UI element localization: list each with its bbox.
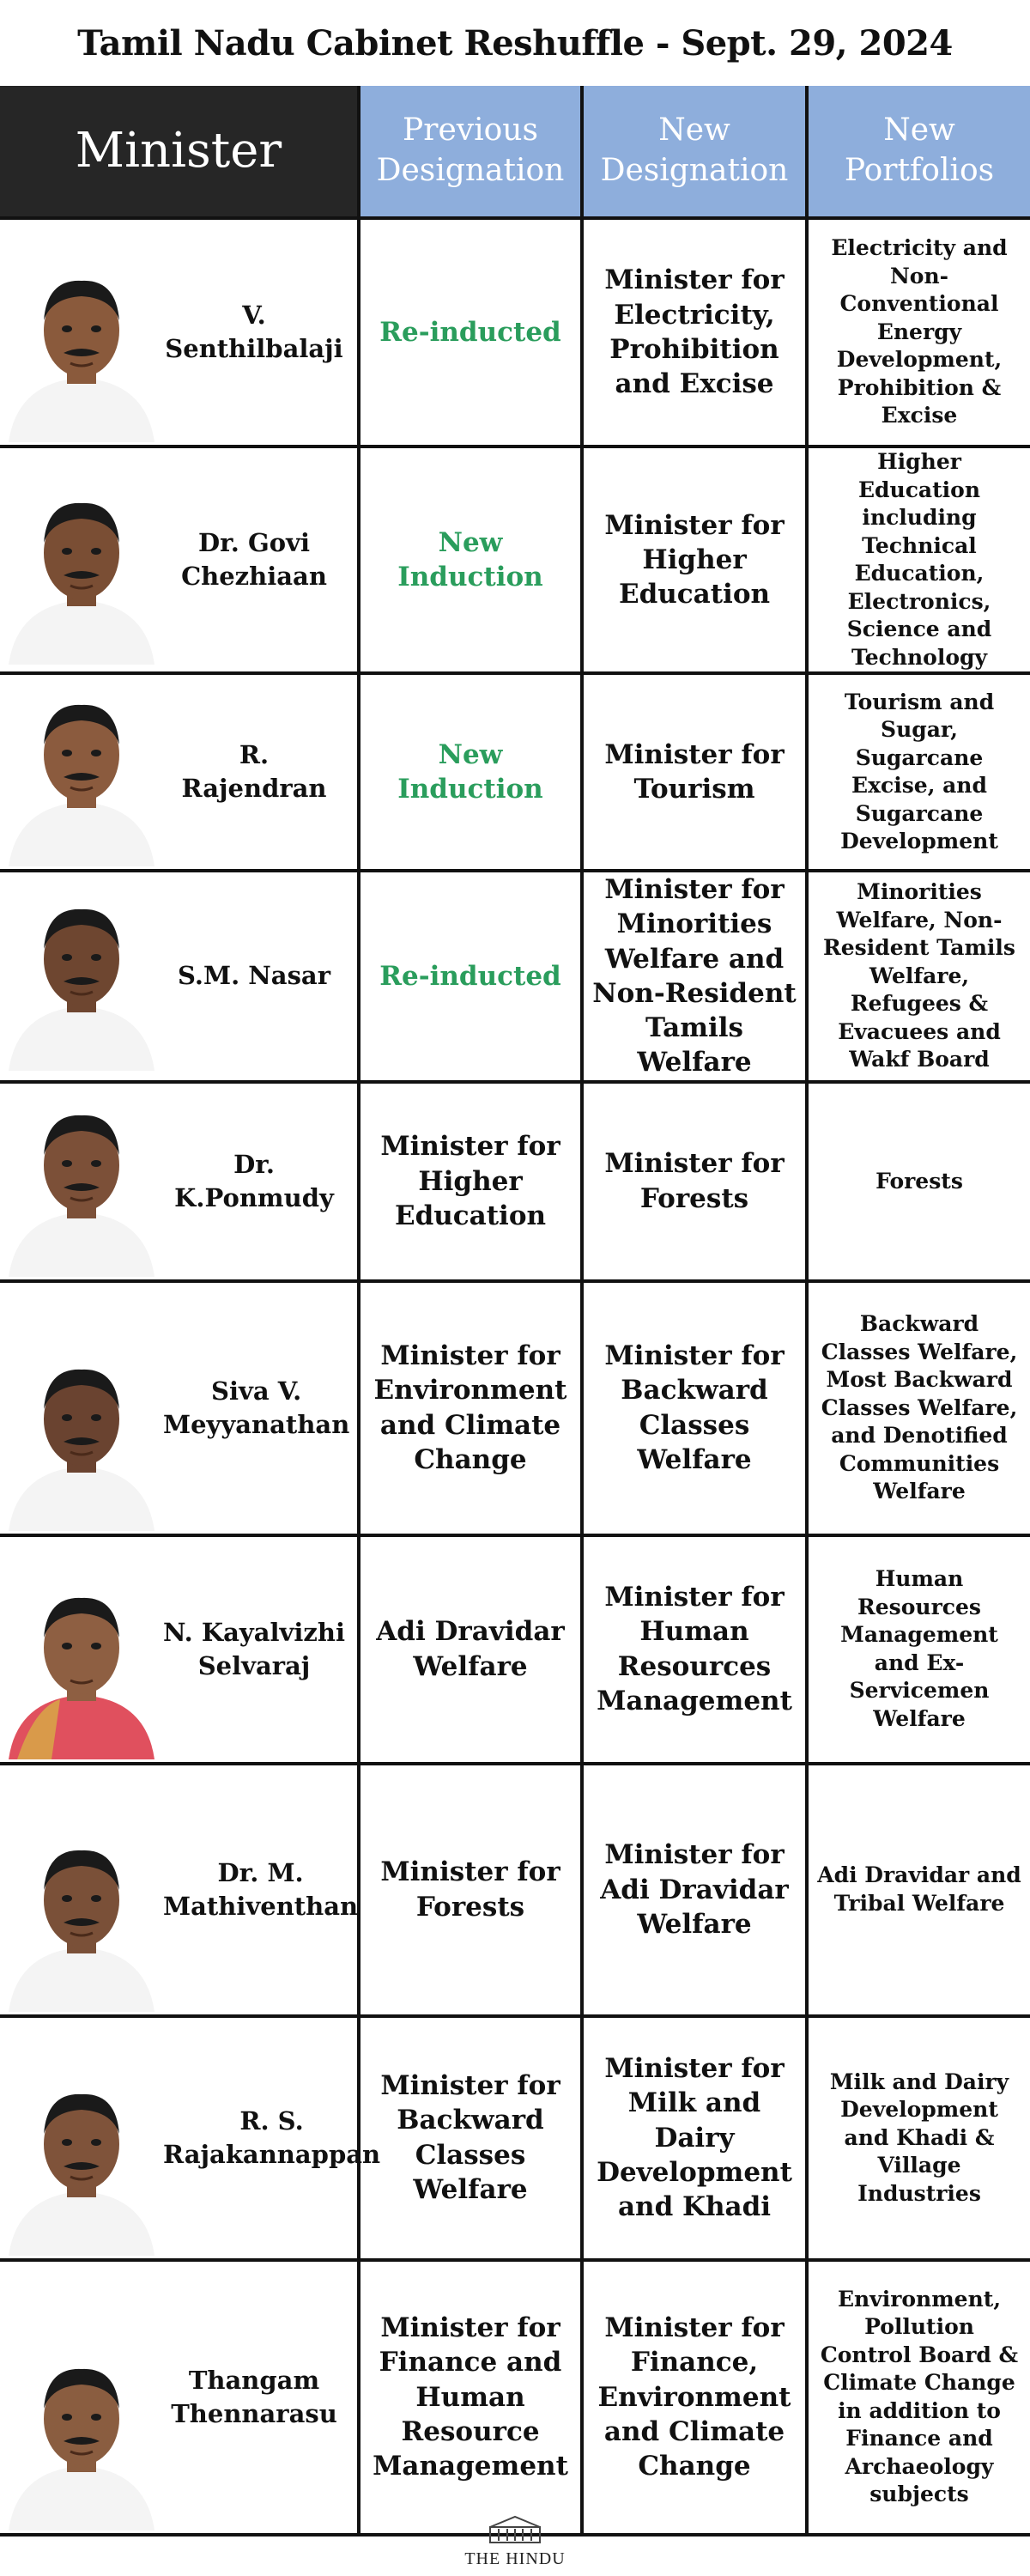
minister-name: Dr. K.Ponmudy: [174, 1149, 334, 1212]
new-designation: Minister for Forests: [582, 1082, 807, 1281]
new-portfolios: Environment, Pollution Control Board & Climate Change in addition to Finance and Archaeology subjects: [807, 2260, 1030, 2535]
new-designation: Minister for Milk and Dairy Development and Khadi: [582, 2016, 807, 2260]
minister-name: Thangam Thennarasu: [171, 2365, 337, 2428]
minister-cell: [0, 218, 359, 447]
minister-photo: [0, 1540, 163, 1759]
previous-designation: Re-inducted: [359, 871, 582, 1082]
page-title: Tamil Nadu Cabinet Reshuffle - Sept. 29, 2024: [77, 22, 953, 64]
minister-photo: [0, 222, 163, 442]
minister-cell: [0, 1764, 359, 2016]
minister-name: R. Rajendran: [181, 739, 327, 803]
new-portfolios: Milk and Dairy Development and Khadi & Village Industries: [807, 2016, 1030, 2260]
table-row: [0, 447, 1030, 673]
minister-photo: [0, 1086, 163, 1277]
minister-name: Siva V. Meyyanathan: [163, 1376, 350, 1439]
table-body: [0, 218, 1030, 2535]
table-row: [0, 1082, 1030, 1281]
minister-cell: [0, 447, 359, 673]
new-designation: Minister for Adi Dravidar Welfare: [582, 1764, 807, 2016]
table-header-row: [0, 86, 1030, 218]
minister-photo: [0, 455, 163, 665]
table-row: [0, 1535, 1030, 1764]
new-designation: Minister for Electricity, Prohibition and Excise: [582, 218, 807, 447]
minister-name: V. Senthilbalaji: [165, 300, 343, 363]
minister-cell: [0, 2016, 381, 2260]
new-designation: Minister for Higher Education: [582, 447, 807, 673]
previous-designation: Minister for Environment and Climate Change: [359, 1281, 582, 1535]
table-row: [0, 2016, 1030, 2260]
minister-cell: [0, 673, 359, 871]
minister-cell: [0, 1281, 359, 1535]
new-designation: Minister for Finance, Environment and Climate Change: [582, 2260, 807, 2535]
table-row: [0, 2260, 1030, 2535]
new-portfolios: Electricity and Non-Conventional Energy Development, Prohibition & Excise: [807, 218, 1030, 447]
minister-name: Dr. M. Mathiventhan: [163, 1857, 359, 1921]
cabinet-table: [0, 86, 1030, 2537]
new-portfolios: Backward Classes Welfare, Most Backward Classes Welfare, and Denotified Communities Welfare: [807, 1281, 1030, 1535]
previous-designation: Minister for Higher Education: [359, 1082, 582, 1281]
minister-cell: [0, 1082, 359, 1281]
header-new-portfolios: New Portfolios: [807, 86, 1030, 218]
previous-designation: New Induction: [359, 673, 582, 871]
table-row: [0, 218, 1030, 447]
table-row: [0, 871, 1030, 1082]
previous-designation: Minister for Finance and Human Resource Management: [359, 2260, 582, 2535]
new-portfolios: Tourism and Sugar, Sugarcane Excise, and Sugarcane Development: [807, 673, 1030, 871]
new-portfolios: Minorities Welfare, Non-Resident Tamils Welfare, Refugees & Evacuees and Wakf Board: [807, 871, 1030, 1082]
minister-photo: [0, 1768, 163, 2012]
minister-photo: [0, 2020, 163, 2256]
minister-name: Dr. Govi Chezhiaan: [181, 527, 327, 591]
new-designation: Minister for Minorities Welfare and Non-Resident Tamils Welfare: [582, 871, 807, 1082]
previous-designation: Re-inducted: [359, 218, 582, 447]
new-designation: Minister for Backward Classes Welfare: [582, 1281, 807, 1535]
minister-cell: [0, 871, 359, 1082]
previous-designation: Adi Dravidar Welfare: [359, 1535, 582, 1764]
minister-name: S.M. Nasar: [178, 961, 330, 991]
minister-photo: [0, 1285, 163, 1531]
minister-photo: [0, 677, 163, 866]
new-portfolios: Forests: [807, 1082, 1030, 1281]
table-row: [0, 1764, 1030, 2016]
new-portfolios: Human Resources Management and Ex-Servicemen Welfare: [807, 1535, 1030, 1764]
previous-designation: Minister for Forests: [359, 1764, 582, 2016]
minister-cell: [0, 1535, 359, 1764]
new-designation: Minister for Tourism: [582, 673, 807, 871]
previous-designation: Minister for Backward Classes Welfare: [359, 2016, 582, 2260]
footer: [0, 2507, 1030, 2576]
header-previous-designation: Previous Designation: [359, 86, 582, 218]
minister-photo: [0, 2264, 163, 2530]
previous-designation: New Induction: [359, 447, 582, 673]
footer-logo-text: THE HINDU: [464, 2549, 566, 2568]
new-portfolios: Adi Dravidar and Tribal Welfare: [807, 1764, 1030, 2016]
minister-name: R. S. Rajakannappan: [163, 2105, 381, 2169]
minister-photo: [0, 882, 163, 1071]
header-minister: Minister: [0, 86, 359, 218]
header-new-designation: New Designation: [582, 86, 807, 218]
table-row: [0, 1281, 1030, 1535]
minister-cell: [0, 2260, 359, 2535]
table-row: [0, 673, 1030, 871]
minister-name: N. Kayalvizhi Selvaraj: [163, 1617, 345, 1680]
the-hindu-emblem-icon: [485, 2515, 545, 2548]
new-portfolios: Higher Education including Technical Education, Electronics, Science and Technology: [807, 447, 1030, 673]
new-designation: Minister for Human Resources Management: [582, 1535, 807, 1764]
